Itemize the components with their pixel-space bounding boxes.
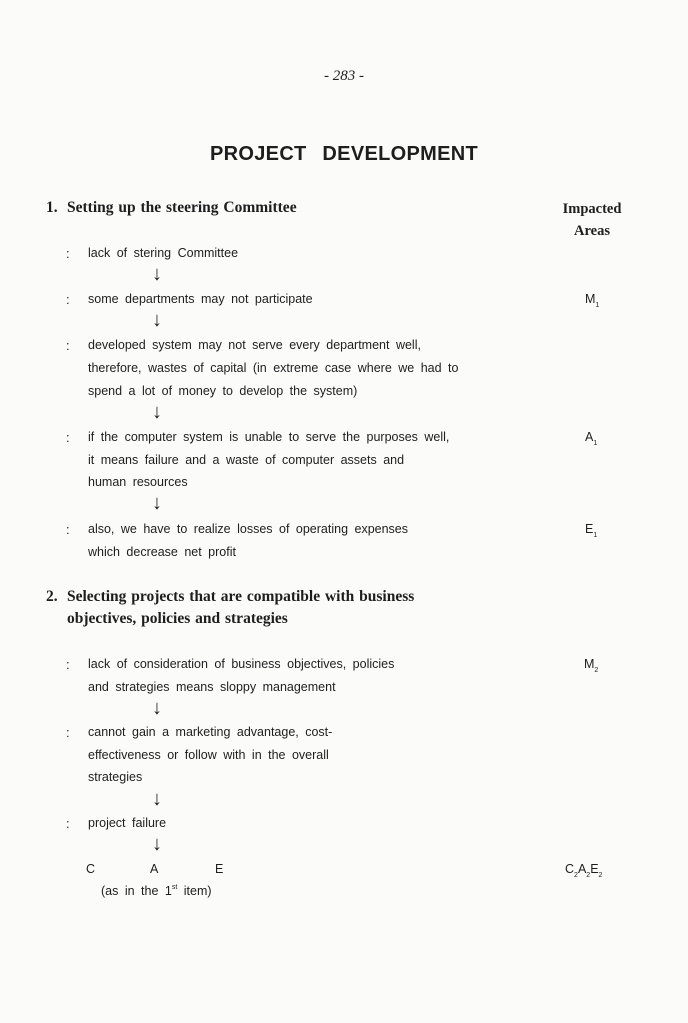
item-text: if the computer system is unable to serve the purposes well, bbox=[88, 430, 450, 444]
bullet-colon: : bbox=[66, 338, 70, 353]
item-text: strategies bbox=[88, 770, 143, 784]
result-note: (as in the 1st item) bbox=[101, 884, 212, 898]
down-arrow-icon: ↓ bbox=[152, 401, 162, 423]
item-text: some departments may not participate bbox=[88, 292, 313, 306]
bullet-colon: : bbox=[66, 292, 70, 307]
down-arrow-icon: ↓ bbox=[152, 697, 162, 719]
section-title: Selecting projects that are compatible with business bbox=[67, 588, 415, 605]
item-text: it means failure and a waste of computer assets and bbox=[88, 453, 405, 467]
bullet-colon: : bbox=[66, 246, 70, 261]
item-text: also, we have to realize losses of operating expenses bbox=[88, 522, 409, 536]
down-arrow-icon: ↓ bbox=[152, 309, 162, 331]
bullet-colon: : bbox=[66, 522, 70, 537]
section-title: Setting up the steering Committee bbox=[67, 199, 297, 216]
item-text: which decrease net profit bbox=[88, 545, 236, 559]
impact-tag: $E_1$ bbox=[585, 522, 598, 539]
result-letter: C bbox=[86, 862, 96, 876]
section-number: 1. bbox=[46, 199, 58, 216]
down-arrow-icon: ↓ bbox=[152, 833, 162, 855]
bullet-colon: : bbox=[66, 430, 70, 445]
page-number: - 283 - bbox=[324, 68, 364, 84]
down-arrow-icon: ↓ bbox=[152, 788, 162, 810]
item-text: effectiveness or follow with in the overall bbox=[88, 748, 329, 762]
section-number: 2. bbox=[46, 588, 58, 605]
section-title: objectives, policies and strategies bbox=[67, 610, 288, 627]
result-letter: A bbox=[150, 862, 159, 876]
impact-tag: $M_1$ bbox=[585, 292, 600, 309]
bullet-colon: : bbox=[66, 657, 70, 672]
impacted-areas-heading-line2: Areas bbox=[574, 223, 610, 239]
impacted-areas-heading-line1: Impacted bbox=[562, 201, 622, 217]
item-text: project failure bbox=[88, 816, 167, 830]
item-text: lack of stering Committee bbox=[88, 246, 239, 260]
item-text: cannot gain a marketing advantage, cost- bbox=[88, 725, 333, 739]
item-text: therefore, wastes of capital (in extreme case where we had to bbox=[88, 361, 459, 375]
item-text: human resources bbox=[88, 475, 188, 489]
item-text: lack of consideration of business objectives, policies bbox=[88, 657, 395, 671]
item-text: and strategies means sloppy management bbox=[88, 680, 336, 694]
item-text: spend a lot of money to develop the system) bbox=[88, 384, 358, 398]
impact-tag: $C_2A_2E_2$ bbox=[565, 862, 603, 879]
impact-tag: $M_2$ bbox=[584, 657, 599, 674]
page-title: PROJECT DEVELOPMENT bbox=[210, 143, 478, 165]
bullet-colon: : bbox=[66, 816, 70, 831]
item-text: developed system may not serve every department well, bbox=[88, 338, 421, 352]
result-letter: E bbox=[215, 862, 224, 876]
impact-tag: $A_1$ bbox=[585, 430, 598, 447]
down-arrow-icon: ↓ bbox=[152, 492, 162, 514]
bullet-colon: : bbox=[66, 725, 70, 740]
down-arrow-icon: ↓ bbox=[152, 263, 162, 285]
